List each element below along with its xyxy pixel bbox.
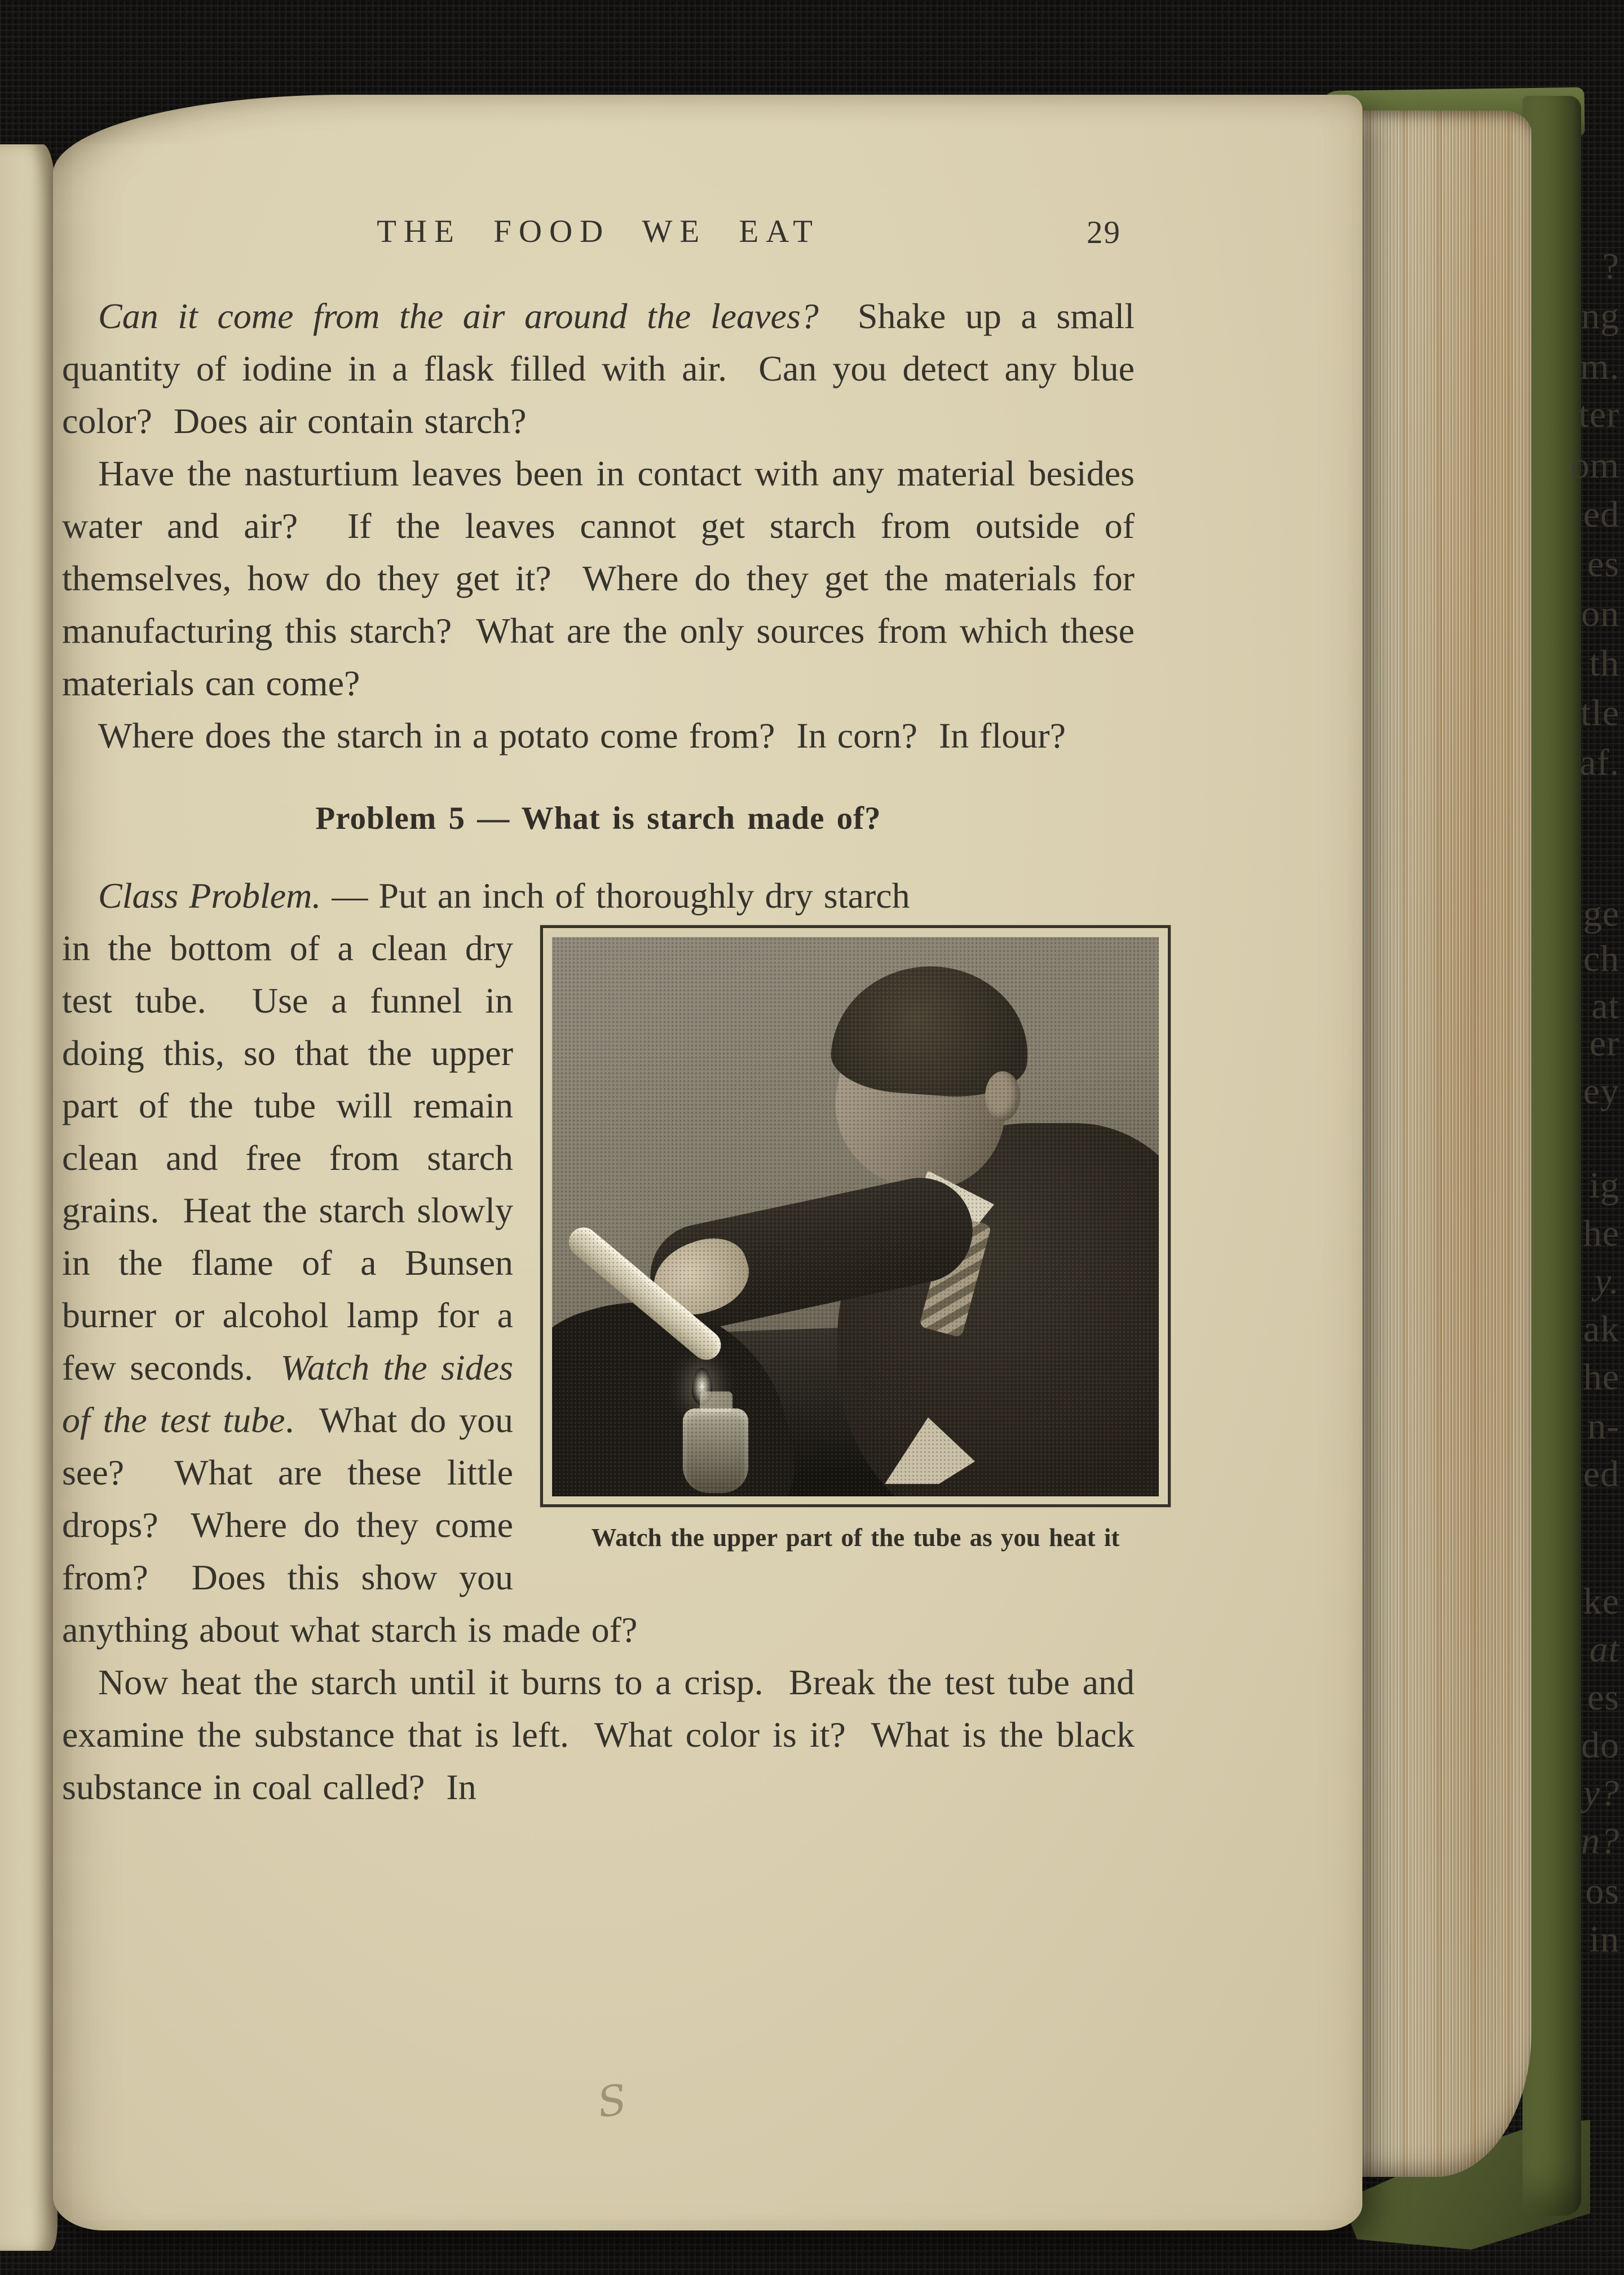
page-edge-text-fragment: he	[1583, 1357, 1619, 1398]
paragraph: Now heat the starch until it burns to a crisp. Break the test tube and examine the substance that is left. What color is it? What is the black substance in coal called? In	[62, 1662, 1145, 1807]
photo-boy-ear	[985, 1071, 1020, 1121]
previous-page-edge	[0, 144, 58, 2251]
page-edge-text-fragment: ke	[1583, 1581, 1619, 1622]
page-edge-text-fragment: n-	[1587, 1406, 1619, 1447]
page-edge-text-fragment: ge	[1583, 893, 1619, 934]
book-page	[53, 95, 1362, 2230]
page-edge-text-fragment: he	[1583, 1213, 1619, 1254]
page-edge-text-fragment: ng	[1581, 295, 1619, 337]
problem-heading: Problem 5 — What is starch made of?	[315, 801, 881, 836]
page-edge-text-fragment: ey	[1583, 1071, 1619, 1112]
page-edge-text-fragment: do	[1581, 1725, 1619, 1766]
page-edge-text-fragment: y?	[1583, 1773, 1619, 1814]
page-edge-text-fragment: ed	[1583, 494, 1619, 535]
page-title: THE FOOD WE EAT	[377, 214, 820, 249]
photo-frame	[540, 925, 1171, 1507]
page-edge-text-fragment: n?	[1581, 1821, 1619, 1862]
paragraph-italic-lead: Class Problem.	[98, 876, 321, 916]
paragraph: Class Problem. — Put an inch of thoroughly dry starch	[98, 876, 910, 916]
page-edge-text-fragment: tle	[1581, 692, 1619, 734]
page-edge-text-fragment: es	[1587, 544, 1619, 585]
page-edge-text-fragment: af.	[1579, 742, 1619, 783]
page-edge-text-fragment: om	[1570, 445, 1619, 486]
page-edge-text-fragment: os	[1585, 1871, 1619, 1912]
page-edge-text-fragment: y.	[1594, 1261, 1619, 1302]
paragraph: Can it come from the air around the leaves? Shake up a small quantity of iodine in a flask filled with air. Can you detect any blue color? Does air contain starch?	[62, 296, 1146, 441]
page-edge-text-fragment: th	[1589, 643, 1619, 684]
page-edge-text-fragment: at	[1591, 986, 1619, 1027]
photo-boy-heating-test-tube	[552, 937, 1159, 1496]
pencil-mark: S	[594, 2075, 630, 2128]
photo-alcohol-lamp	[683, 1408, 748, 1493]
page-edge-text-fragment: m.	[1580, 346, 1619, 387]
page-edge-text-fragment: ?	[1602, 246, 1619, 287]
paragraph-italic-phrase: Watch the sides of the test tube	[62, 1348, 524, 1440]
paragraph: Where does the starch in a potato come from? In corn? In flour?	[98, 715, 1066, 756]
page-edge-text-fragment: on	[1581, 593, 1619, 634]
running-header	[62, 205, 1135, 250]
page-edge-text-fragment: at	[1589, 1629, 1619, 1670]
paragraph: in the bottom of a clean dry test tube. Use a funnel in doing this, so that the upper part of the tube will remain clean and free from starch grains. Heat the starch slowly in the flame of a Bunsen burner or alcohol lamp for a few seconds. Watch the sides of the test tube. What do you see? What are these little drops? Where do they come from? Does this show you anything about what starch is made of?	[62, 928, 638, 1650]
page-content	[62, 205, 1146, 1813]
figure-caption: Watch the upper part of the tube as you heat it	[591, 1523, 1120, 1552]
page-edge-text-fragment: in	[1589, 1919, 1619, 1960]
book-fore-edge-pages	[1352, 111, 1532, 2177]
page-edge-text-fragment: ch	[1583, 938, 1619, 979]
paragraph: Have the nasturtium leaves been in contact with any material besides water and air? If the leaves cannot get starch from outside of themselves, how do they get it? Where do they get the materials for manufacturing this starch? What are the only sources from which these materials can come?	[62, 453, 1145, 703]
paragraph-italic-lead: Can it come from the air around the leaves?	[98, 296, 819, 336]
page-edge-text-fragment: ak	[1583, 1309, 1619, 1350]
page-edge-text-fragment: ter	[1578, 394, 1619, 435]
page-edge-text-fragment: es	[1587, 1677, 1619, 1718]
page-edge-text-fragment: er	[1589, 1023, 1619, 1064]
paragraph-with-figure	[62, 922, 1135, 1656]
page-edge-text-fragment: ed	[1583, 1454, 1619, 1495]
page-number: 29	[1087, 215, 1121, 250]
page-edge-text-fragment: ig	[1589, 1165, 1619, 1206]
figure	[540, 925, 1171, 1554]
